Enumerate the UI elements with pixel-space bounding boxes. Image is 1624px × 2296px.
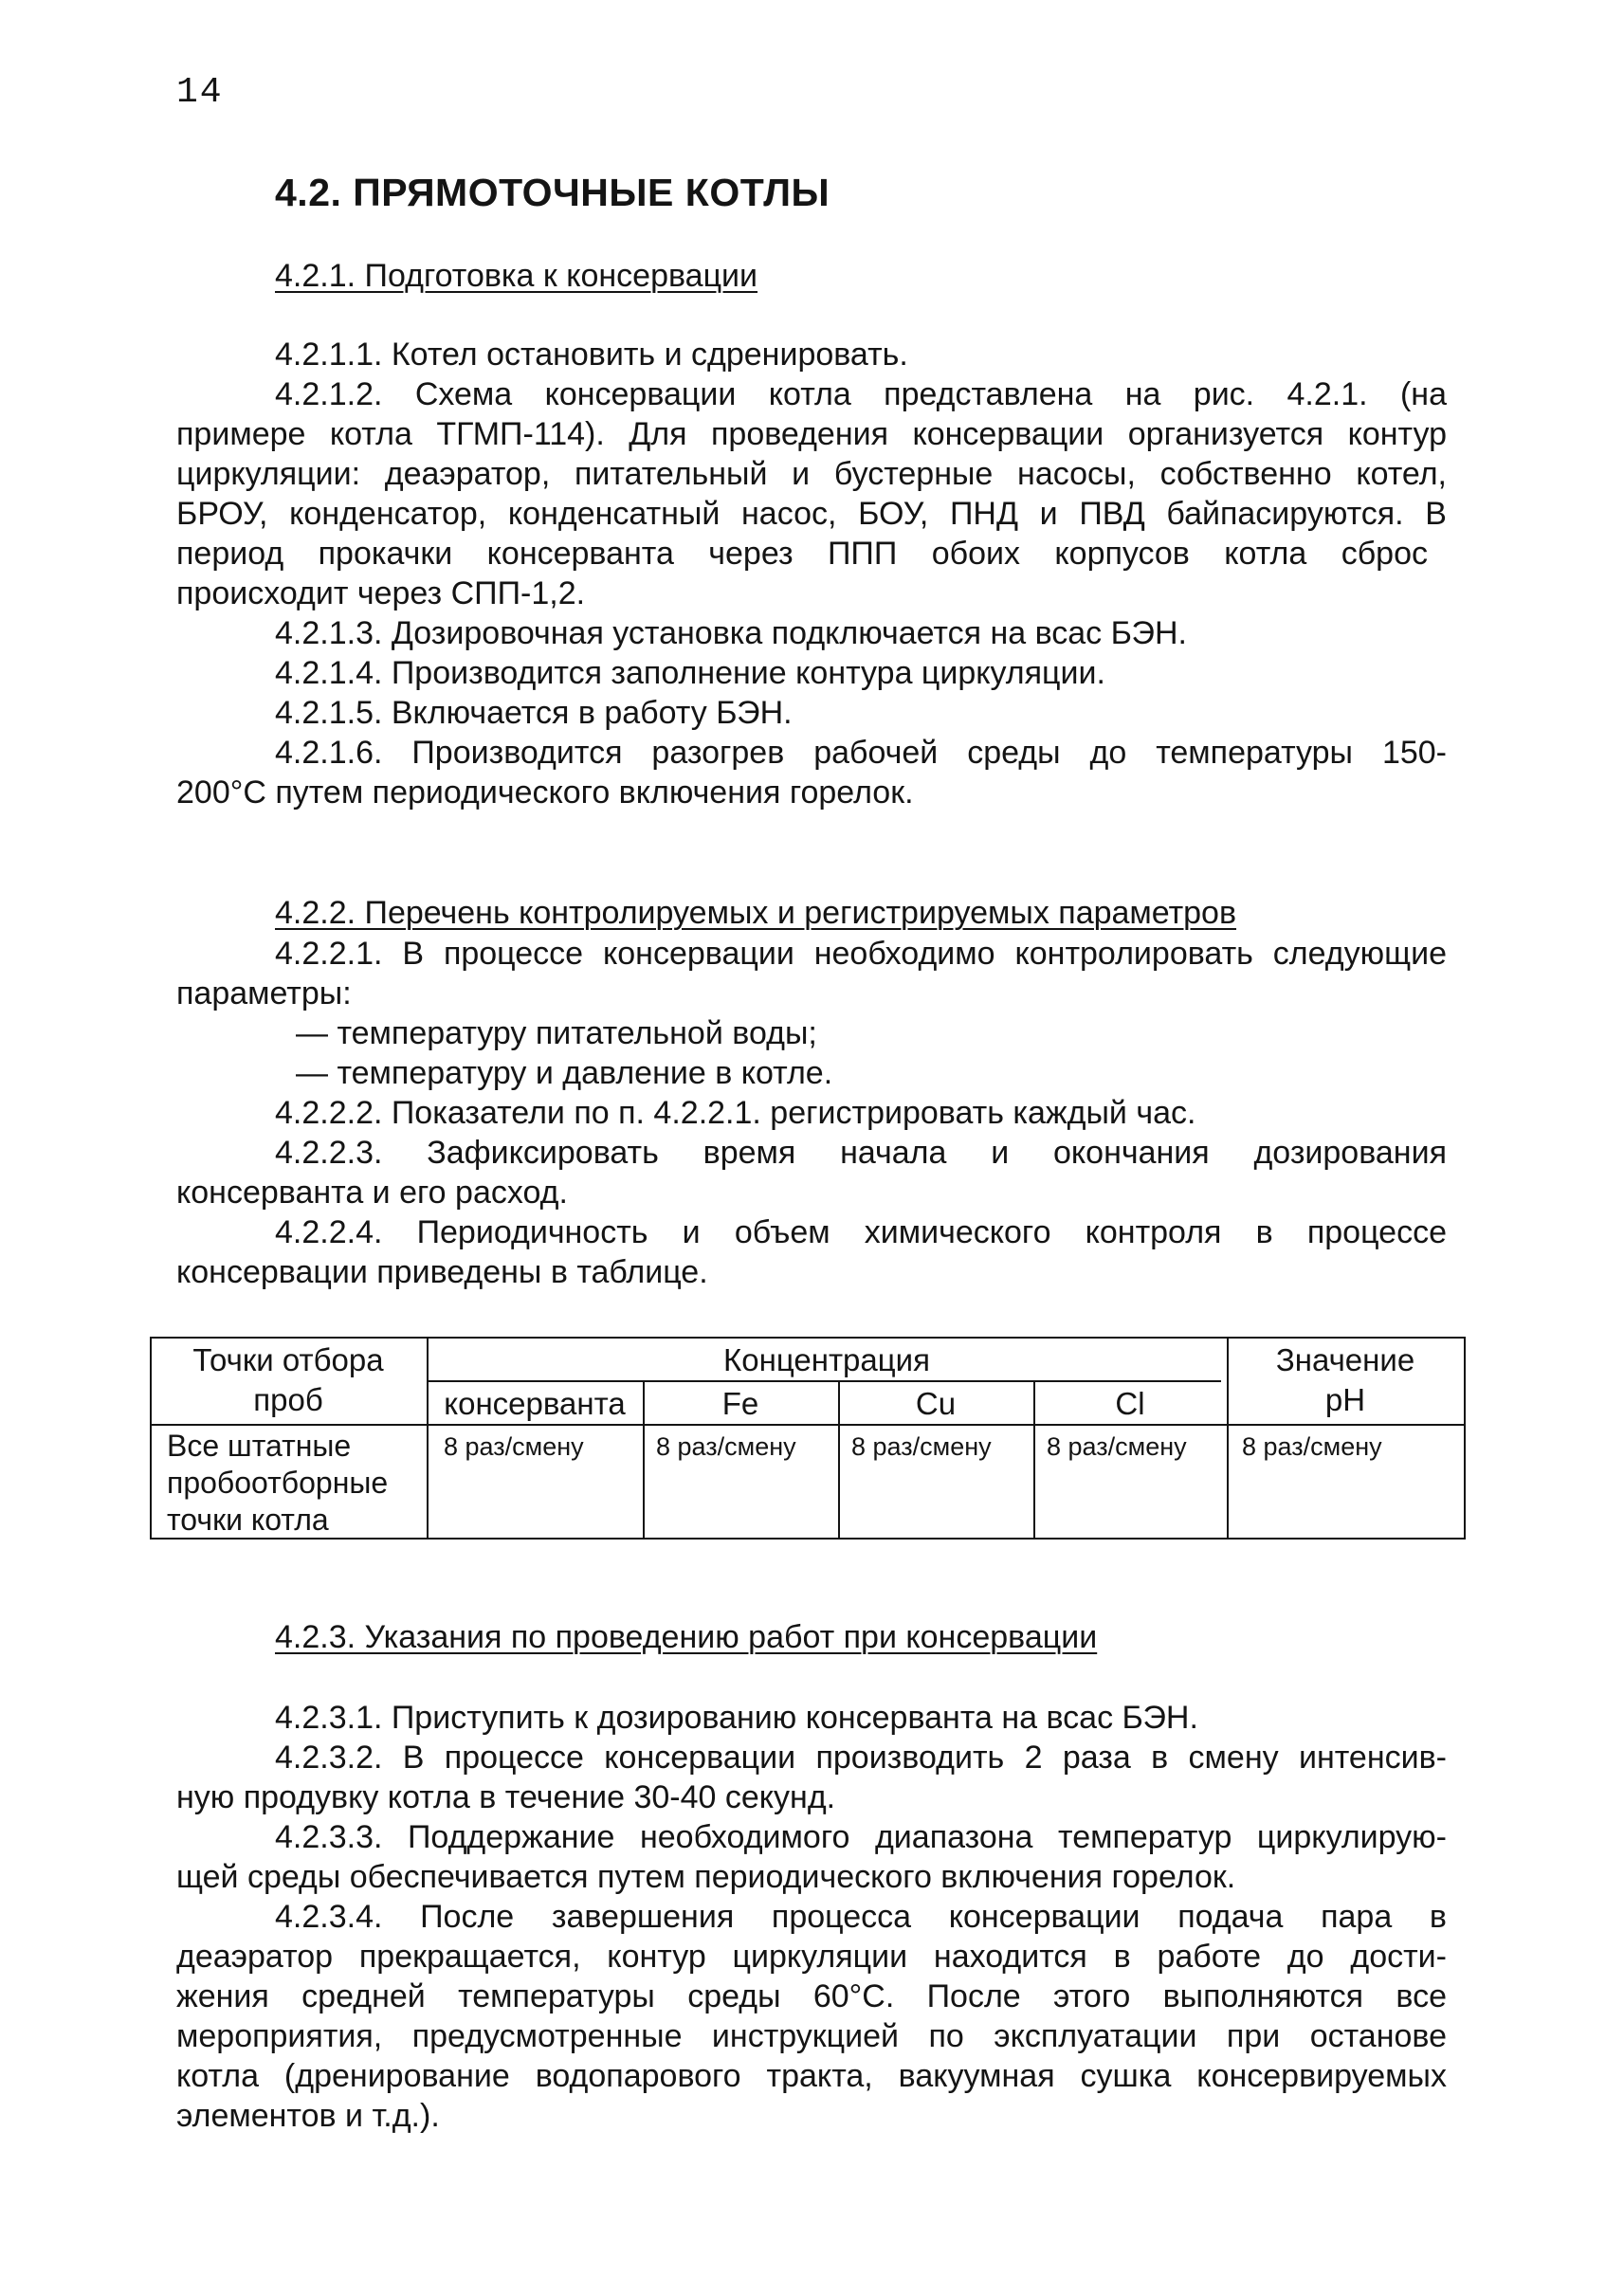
paragraph-4-2-3-1: 4.2.3.1. Приступить к дозированию консерванта на всас БЭН. [275,1700,1198,1736]
table-group-header: Концентрация [723,1342,930,1377]
paragraph-4-2-3-3-line: 4.2.3.3. Поддержание необходимого диапазона температур циркулирую- [275,1819,1447,1855]
subsection-heading-4-2-1: 4.2.1. Подготовка к консервации [275,258,758,294]
paragraph-4-2-1-5: 4.2.1.5. Включается в работу БЭН. [275,695,793,731]
paragraph-4-2-2-2: 4.2.2.2. Показатели по п. 4.2.2.1. регистрировать каждый час. [275,1095,1196,1131]
list-item: — температуру питательной воды; [296,1015,817,1051]
paragraph-4-2-2-4-line: 4.2.2.4. Периодичность и объем химического контроля в процессе [275,1214,1447,1250]
paragraph-4-2-3-4-line: 4.2.3.4. После завершения процесса консервации подача пара в [275,1899,1447,1935]
paragraph-4-2-3-4-line: элементов и т.д.). [176,2098,440,2134]
paragraph-4-2-1-4: 4.2.1.4. Производится заполнение контура циркуляции. [275,655,1105,691]
table-header-cell: Cu [915,1386,957,1421]
paragraph-4-2-3-4-line: деаэратор прекращается, контур циркуляции находится в работе до дости- [176,1939,1447,1975]
section-title: 4.2. ПРЯМОТОЧНЫЕ КОТЛЫ [275,171,830,214]
table-rule [150,1424,1466,1426]
table-header-cell: Cl [1115,1386,1145,1421]
paragraph-4-2-1-2-line: примере котла ТГМП-114). Для проведения консервации организуется контур [176,416,1447,452]
paragraph-4-2-1-3: 4.2.1.3. Дозировочная установка подключается на всас БЭН. [275,615,1187,651]
subsection-heading-4-2-2: 4.2.2. Перечень контролируемых и регистрируемых параметров [275,895,1237,931]
paragraph-4-2-1-2-line: происходит через СПП-1,2. [176,575,586,611]
table-row-label: пробоотборные [167,1466,389,1500]
page-number: 14 [176,72,224,113]
paragraph-4-2-3-2-line: ную продувку котла в течение 30-40 секунд. [176,1779,836,1815]
paragraph-4-2-2-4-line: консервации приведены в таблице. [176,1254,708,1290]
paragraph-4-2-1-2-line: БРОУ, конденсатор, конденсатный насос, БОУ, ПНД и ПВД байпасируются. В [176,496,1447,532]
paragraph-4-2-3-4-line: мероприятия, предусмотренные инструкцией по эксплуатации при останове [176,2018,1447,2054]
subsection-heading-4-2-3: 4.2.3. Указания по проведению работ при консервации [275,1619,1098,1655]
table-border [150,1538,1466,1540]
paragraph-4-2-3-2-line: 4.2.3.2. В процессе консервации производить 2 раза в смену интенсив- [275,1740,1447,1776]
control-table [150,1337,1466,1540]
table-row-label: точки котла [167,1503,329,1537]
table-header-cell: Fe [721,1386,759,1421]
paragraph-4-2-1-2-line: период прокачки консерванта через ППП обоих корпусов котла сброс [176,536,1428,572]
table-row-label: Все штатные [167,1429,352,1463]
table-header-cell: проб [253,1382,323,1417]
table-header-cell: Значение [1275,1342,1415,1377]
table-header-cell: Точки отбора [192,1342,384,1377]
table-cell: 8 раз/смену [851,1432,992,1461]
paragraph-4-2-2-3-line: консерванта и его расход. [176,1175,568,1211]
paragraph-4-2-1-1: 4.2.1.1. Котел остановить и сдренировать. [275,337,908,373]
table-header-cell: pH [1324,1382,1366,1417]
paragraph-4-2-2-1-line: параметры: [176,975,352,1011]
table-cell: 8 раз/смену [444,1432,584,1461]
paragraph-4-2-1-2-line: циркуляции: деаэратор, питательный и бустерные насосы, собственно котел, [176,456,1447,492]
table-cell: 8 раз/смену [1242,1432,1382,1461]
paragraph-4-2-2-1-line: 4.2.2.1. В процессе консервации необходимо контролировать следующие [275,936,1447,972]
paragraph-4-2-1-6-line: 200°С путем периодического включения горелок. [176,774,914,811]
paragraph-4-2-3-4-line: котла (дренирование водопарового тракта, вакуумная сушка консервируемых [176,2058,1447,2094]
table-cell: 8 раз/смену [656,1432,796,1461]
table-rule [427,1380,1221,1382]
table-header-cell: консерванта [444,1386,626,1421]
list-item: — температуру и давление в котле. [296,1055,833,1091]
paragraph-4-2-1-6-line: 4.2.1.6. Производится разогрев рабочей среды до температуры 150- [275,735,1447,771]
paragraph-4-2-1-2-line: 4.2.1.2. Схема консервации котла представлена на рис. 4.2.1. (на [275,376,1447,412]
paragraph-4-2-3-3-line: щей среды обеспечивается путем периодического включения горелок. [176,1859,1236,1895]
paragraph-4-2-2-3-line: 4.2.2.3. Зафиксировать время начала и окончания дозирования [275,1135,1447,1171]
paragraph-4-2-3-4-line: жения средней температуры среды 60°С. После этого выполняются все [176,1978,1447,2014]
table-border [150,1337,1466,1339]
table-border [1464,1337,1466,1540]
table-cell: 8 раз/смену [1047,1432,1187,1461]
